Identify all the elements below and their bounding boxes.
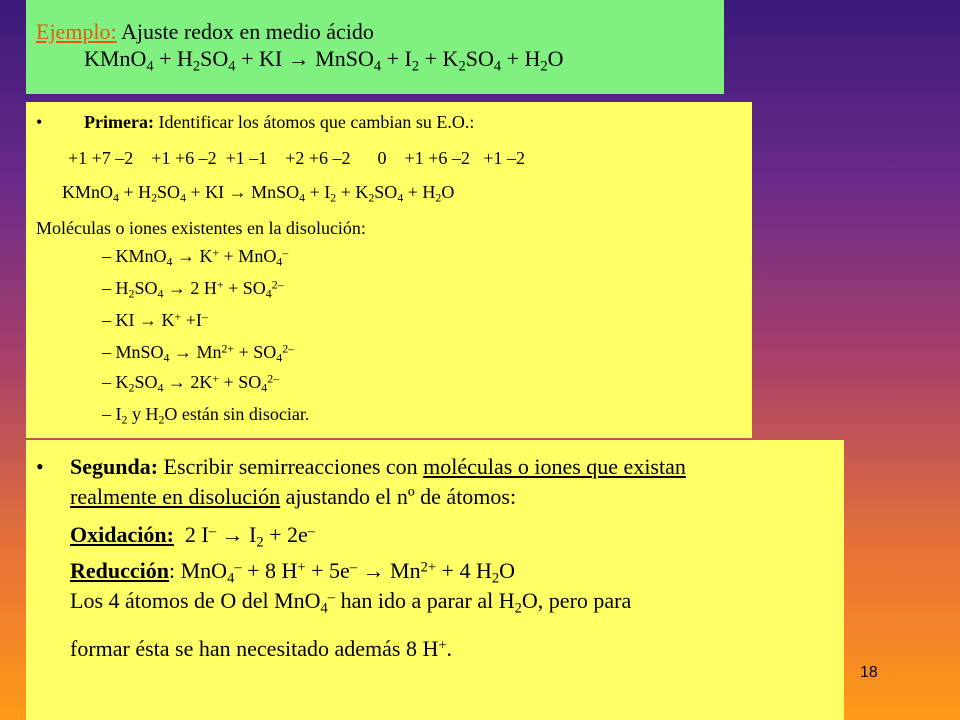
slide-number: 18 [860,664,878,681]
species-intro: Moléculas o iones existentes en la disolución: [36,218,366,238]
primera-heading-line [84,112,474,133]
primera-heading: Primera: [84,112,154,132]
oxidation-states: +1 +7 –2 +1 +6 –2 +1 –1 +2 +6 –2 0 +1 +6 –2 +1 –2 [68,148,526,168]
title-box [26,0,724,94]
primera-equation: KMnO$_4$ + $H_2SO_4$ + KI → MnSO$_4$ + $I_2 + K_2SO_4 + H_2O$ [62,182,455,205]
segunda-line-1: Segunda: Escribir semirreacciones con moléculas o iones que existan [70,454,686,479]
explanation-line-1: Los 4 átomos de O del MnO$_4$– han ido a parar al $H_2O$, pero para [70,588,632,617]
oxidacion-line: Oxidación: 2 $I^- \to I_2 + 2e^-$ [70,522,316,551]
explanation-line-2: formar ésta se han necesitado además 8 H+. [70,636,453,661]
species-item: – KI → K+ +I– [102,309,208,330]
species-item: – MnSO$_4$ → $Mn^{2+} + SO_4^{2-}$ [102,341,295,365]
species-item: – KMnO$_4$ → K+ + MnO$_4$– [102,245,289,269]
bullet-icon: • [36,112,43,132]
segunda-box [26,440,844,720]
species-item: – $K_2SO_4 \to 2K^+ + SO_4^{2-}$ [102,371,280,395]
title-line [36,18,724,45]
species-item: – $H_2SO_4 \to 2$ $H^+ + SO_4^{2-}$ [102,277,284,301]
segunda-line-2: realmente en disolución ajustando el nº de átomos: [70,484,517,509]
bullet-icon: • [36,454,44,479]
oxidacion-label: Oxidación: [70,522,174,547]
title-equation: KMnO$_4$ + $H_2SO_4$ + KI → MnSO$_4$ + $I_2 + K_2SO_4 + H_2O$ [84,46,564,75]
example-label: Ejemplo: [36,19,117,44]
segunda-heading: Segunda: [70,454,159,479]
primera-box [26,102,752,438]
reduccion-label: Reducción [70,558,169,583]
species-item: – $I_2$ y $H_2O$ están sin disociar. [102,404,310,427]
reduccion-line: Reducción: MnO$_4$– + 8 $H^+ + 5e^- \to Mn^{2+} + 4$ $H_2O$ [70,558,515,587]
primera-text: Identificar los átomos que cambian su E.O.: [153,112,475,132]
title-text: Ajuste redox en medio ácido [116,19,374,44]
